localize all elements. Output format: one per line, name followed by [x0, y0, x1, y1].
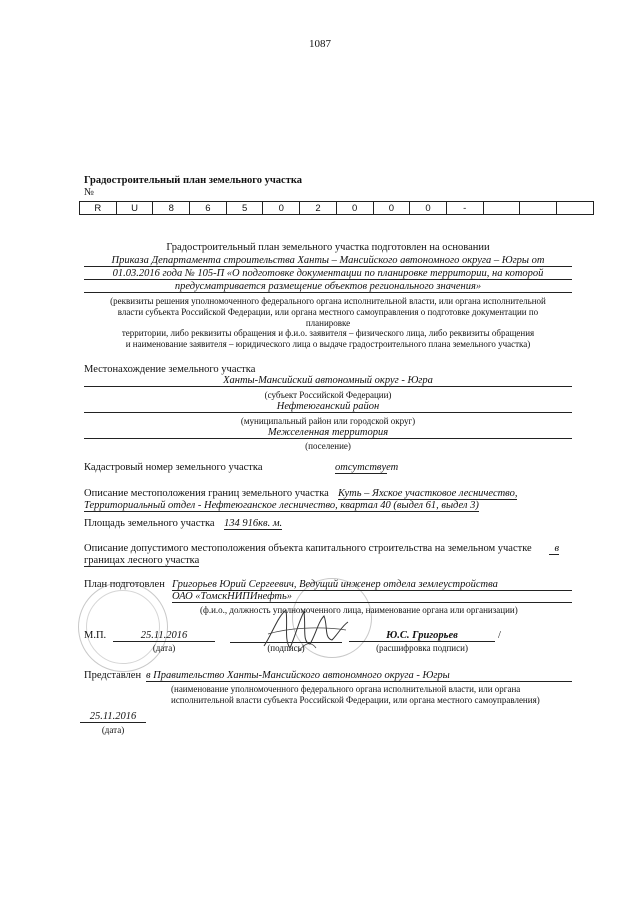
basis-note-5: и наименование заявителя – юридического лица о выдаче градостроительного плана земельного участка) — [125, 339, 531, 349]
signer-name-caption: (расшифровка подписи) — [376, 643, 468, 653]
code-cell: 8 — [153, 202, 190, 215]
placement-value-2: границах лесного участка — [84, 555, 200, 566]
settlement-caption: (поселение) — [305, 441, 351, 451]
signer-slash: / — [498, 630, 501, 641]
district-caption: (муниципальный район или городской округ) — [240, 416, 416, 426]
location-subject: Ханты-Мансийский автономный округ - Югра — [84, 375, 572, 387]
code-cell: R — [80, 202, 117, 215]
signing-date: 25.11.2016 — [113, 630, 215, 642]
code-cell: 0 — [410, 202, 447, 215]
number-label: № — [84, 187, 95, 198]
submitted-value: в Правительство Ханты-Мансийского автономного округа - Югры — [146, 670, 572, 682]
area-label: Площадь земельного участка — [84, 518, 215, 529]
location-district: Нефтеюганский район — [84, 401, 572, 413]
submitted-caption-1: (наименование уполномоченного федерального органа исполнительной власти, или органа — [171, 684, 521, 694]
code-cell: 0 — [373, 202, 410, 215]
code-cell — [520, 202, 557, 215]
basis-line-3: предусматривается размещение объектов регионального значения» — [84, 281, 572, 293]
code-cell — [556, 202, 593, 215]
cadastral-label: Кадастровый номер земельного участка — [84, 462, 263, 473]
boundaries-label: Описание местоположения границ земельного участка — [84, 488, 329, 499]
page-number: 1087 — [309, 38, 331, 50]
prepared-label: План подготовлен — [84, 579, 165, 590]
code-cell: 5 — [226, 202, 263, 215]
subject-caption: (субъект Российской Федерации) — [264, 390, 392, 400]
code-cell — [483, 202, 520, 215]
basis-note-4: территории, либо реквизиты обращения и ф.и.о. заявителя – физического лица, либо реквизиты обращения — [121, 328, 535, 338]
placement-value-1: в — [549, 543, 559, 555]
area-value: 134 916кв. м. — [224, 518, 283, 529]
code-cell: 6 — [190, 202, 227, 215]
submitted-caption-2: исполнительной власти субъекта Российской Федерации, или органа местного самоуправления) — [171, 695, 540, 705]
submitted-date-caption: (дата) — [101, 725, 125, 735]
code-cell: U — [116, 202, 153, 215]
code-cell: 2 — [300, 202, 337, 215]
plan-number-table — [79, 201, 594, 215]
basis-line-1: Приказа Департамента строительства Ханты – Мансийского автономного округа – Югры от — [84, 255, 572, 267]
cadastral-value: отсутствует — [335, 462, 399, 473]
basis-heading: Градостроительный план земельного участка подготовлен на основании — [166, 242, 490, 253]
signature-caption: (подпись) — [267, 643, 305, 653]
basis-note-3: планировке — [305, 318, 351, 328]
mp-label: М.П. — [84, 630, 107, 641]
code-cell: 0 — [263, 202, 300, 215]
submitted-date: 25.11.2016 — [80, 711, 146, 723]
handwritten-signature — [258, 604, 354, 658]
prepared-person: Григорьев Юрий Сергеевич, Ведущий инженер отдела землеустройства — [172, 579, 572, 591]
basis-note-1: (реквизиты решения уполномоченного федерального органа исполнительной власти, или органа исполнительной — [110, 296, 546, 306]
boundaries-value-2: Территориальный отдел - Нефтеюганское лесничество, квартал 40 (выдел 61, выдел 3) — [84, 500, 479, 511]
basis-note-2: власти субъекта Российской Федерации, или органа местного самоуправления о подготовке документации по — [117, 307, 539, 317]
prepared-org: ОАО «ТомскНИПИнефть» — [172, 591, 572, 603]
code-cell: 0 — [336, 202, 373, 215]
code-cell: - — [446, 202, 483, 215]
signer-name: Ю.С. Григорьев — [349, 630, 495, 642]
location-label: Местонахождение земельного участка — [84, 364, 256, 375]
location-settlement: Межселенная территория — [84, 427, 572, 439]
signing-date-caption: (дата) — [152, 643, 176, 653]
boundaries-value-1: Куть – Яхское участковое лесничество, — [338, 488, 518, 499]
prepared-caption: (ф.и.о., должность уполномоченного лица, наименование органа или организации) — [200, 605, 518, 615]
basis-line-2: 01.03.2016 года № 105-П «О подготовке документации по планировке территории, на которой — [84, 268, 572, 280]
submitted-label: Представлен — [84, 670, 142, 681]
placement-label: Описание допустимого местоположения объекта капитального строительства на земельном участке — [84, 543, 532, 554]
document-title: Градостроительный план земельного участка — [84, 175, 303, 186]
